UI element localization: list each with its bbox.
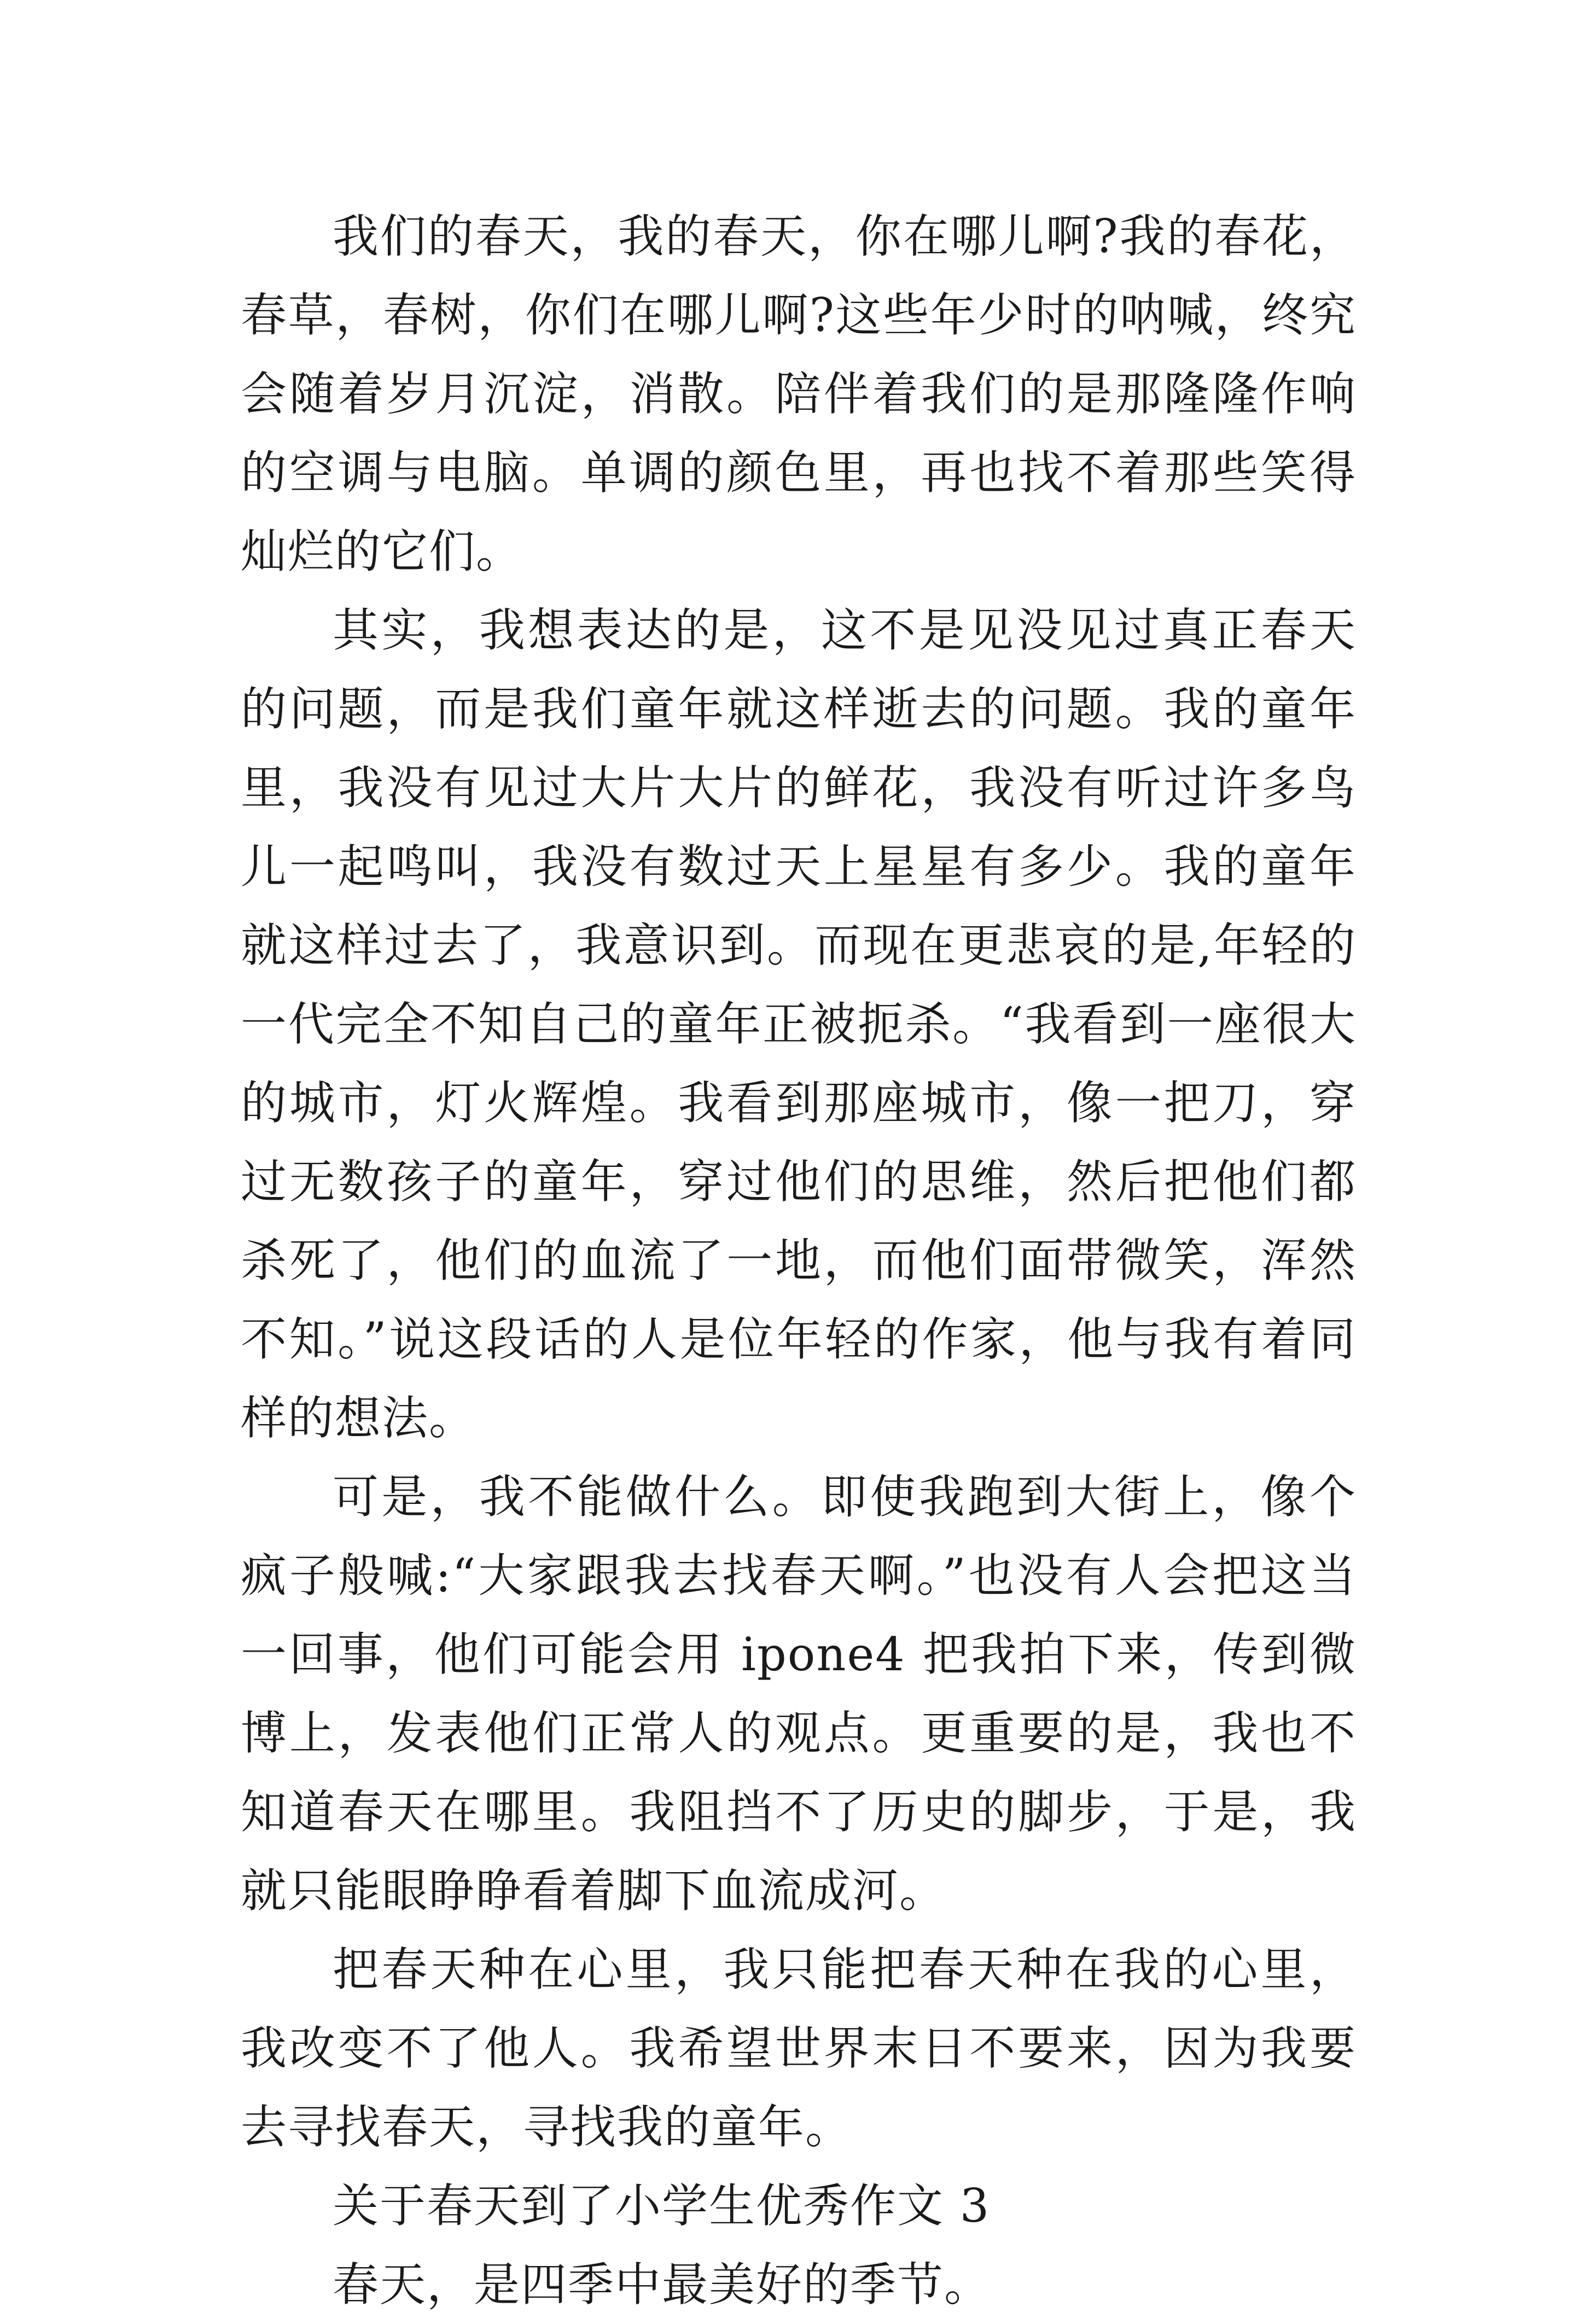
paragraph-4: 把春天种在心里，我只能把春天种在我的心里，我改变不了他人。我希望世界末日不要来，因为我要去寻找春天，寻找我的童年。: [241, 1943, 1357, 2154]
paragraph-5: 春天，是四季中最美好的季节。: [333, 2258, 992, 2311]
essay-heading: 关于春天到了小学生优秀作文 3: [333, 2179, 991, 2233]
paragraph-2: 其实，我想表达的是，这不是见没见过真正春天的问题，而是我们童年就这样逝去的问题。我的童年里，我没有见过大片大片的鲜花，我没有听过许多鸟儿一起鸣叫，我没有数过天上星星有多少。我的童年就这样过去了，我意识到。而现在更悲哀的是,年轻的一代完全不知自己的童年正被扼杀。“我看到一座很大的城市，灯火辉煌。我看到那座城市，像一把刀，穿过无数孩子的童年，穿过他们的思维，然后把他们都杀死了，他们的血流了一地，而他们面带微笑，浑然不知。”说这段话的人是位年轻的作家，他与我有着同样的想法。: [241, 603, 1357, 1445]
document-body: [241, 197, 1357, 2324]
paragraph-1: 我们的春天，我的春天，你在哪儿啊?我的春花，春草，春树，你们在哪儿啊?这些年少时的呐喊，终究会随着岁月沉淀，消散。陪伴着我们的是那隆隆作响的空调与电脑。单调的颜色里，再也找不着那些笑得灿烂的它们。: [241, 210, 1357, 578]
paragraph-3: 可是，我不能做什么。即使我跑到大街上，像个疯子般喊:“大家跟我去找春天啊。”也没有人会把这当一回事，他们可能会用 ipone4 把我拍下来，传到微博上，发表他们正常人的观点。更重要的是，我也不知道春天在哪里。我阻挡不了历史的脚步，于是，我就只能眼睁睁看着脚下血流成河。: [241, 1470, 1357, 1918]
